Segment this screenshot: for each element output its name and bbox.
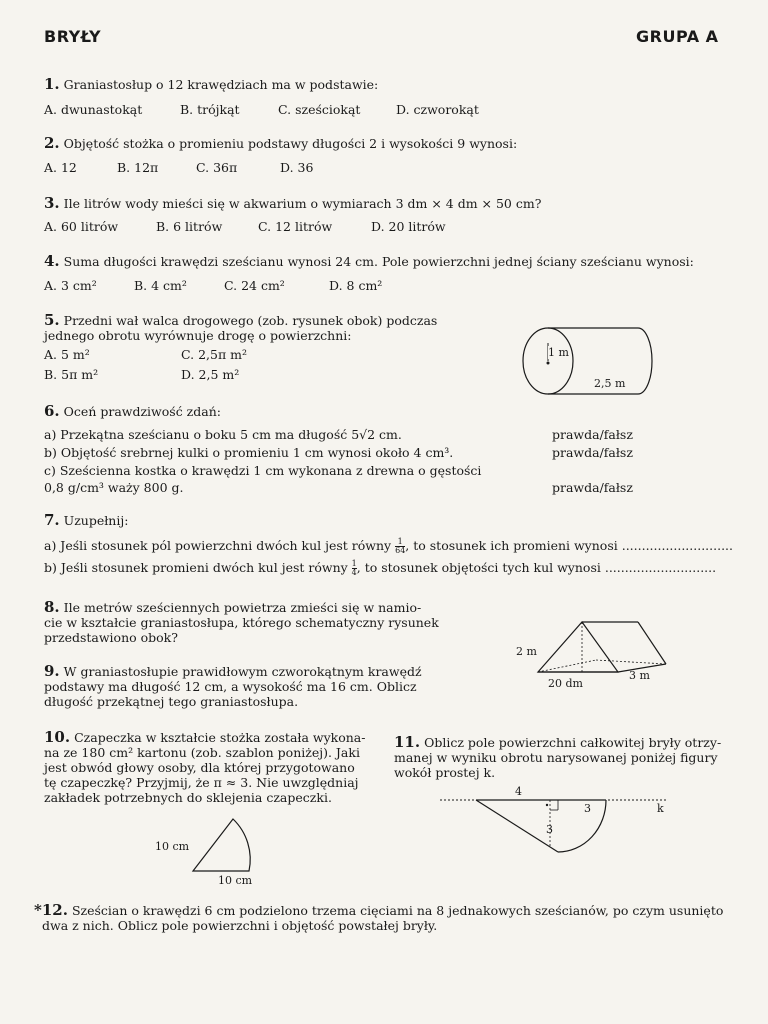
question-number: *12.: [34, 901, 68, 919]
q3-option-d: D. 20 litrów: [371, 219, 446, 234]
q6-b-truefalse: prawda/fałsz: [552, 445, 633, 460]
tent-length-label: 3 m: [629, 669, 650, 682]
question-text: Uzupełnij:: [63, 513, 129, 528]
q5-option-b: B. 5π m²: [44, 367, 99, 382]
question-text: jednego obrotu wyrównuje drogę o powierzchni:: [44, 328, 352, 343]
cone-template-figure: [185, 815, 265, 877]
q6-c-truefalse: prawda/fałsz: [552, 480, 633, 495]
question-text: Ile metrów sześciennych powietrza zmieści się w namio-: [63, 600, 422, 615]
question-text: długość przekątnej tego graniastosłupa.: [44, 694, 299, 709]
page-title: BRYŁY: [44, 27, 102, 46]
question-4: [44, 254, 694, 269]
q7-b-text-end: , to stosunek objętości tych kul wynosi: [356, 560, 601, 575]
q5-option-a: A. 5 m²: [44, 347, 90, 362]
figure-radius-label: 3: [584, 802, 591, 815]
q6-statement-a: a) Przekątna sześcianu o boku 5 cm ma długość 5√2 cm.: [44, 427, 402, 442]
question-number: 7.: [44, 511, 60, 529]
q7-b-text: b) Jeśli stosunek promieni dwóch kul jest równy: [44, 560, 348, 575]
roller-length-label: 2,5 m: [594, 377, 626, 390]
q6-a-truefalse: prawda/fałsz: [552, 427, 633, 442]
question-text: W graniastosłupie prawidłowym czworokątnym krawędź: [63, 664, 422, 679]
q6-statement-b: b) Objętość srebrnej kulki o promieniu 1 cm wynosi około 4 cm³.: [44, 445, 454, 460]
fraction-denominator: 64: [395, 546, 406, 555]
q7-a-text-end: , to stosunek ich promieni wynosi: [405, 538, 618, 553]
q2-option-a: A. 12: [44, 160, 77, 175]
question-text: dwa z nich. Oblicz pole powierzchni i objętość powstałej bryły.: [42, 918, 438, 933]
q4-option-b: B. 4 cm²: [134, 278, 187, 293]
question-text: tę czapeczkę? Przyjmij, że π ≈ 3. Nie uwzględniaj: [44, 775, 359, 790]
question-number: 11.: [394, 733, 421, 751]
answer-blank[interactable]: ............................: [621, 538, 733, 553]
q7-statement-b: [44, 560, 716, 577]
q1-option-c: C. sześciokąt: [278, 102, 361, 117]
q5-option-c: C. 2,5π m²: [181, 347, 247, 362]
question-text: Sześcian o krawędzi 6 cm podzielono trzema cięciami na 8 jednakowych sześcianów, po czym usunięto: [71, 903, 724, 918]
question-text: przedstawiono obok?: [44, 630, 178, 645]
question-8: [44, 600, 439, 645]
question-7: [44, 513, 128, 528]
question-text: Graniastosłup o 12 krawędziach ma w podstawie:: [63, 77, 379, 92]
roller-radius-label: 1 m: [548, 346, 569, 359]
question-3: [44, 196, 541, 211]
template-base-label: 10 cm: [218, 874, 253, 887]
q1-option-d: D. czworokąt: [396, 102, 479, 117]
question-text: manej w wyniku obrotu narysowanej poniżej figury: [394, 750, 718, 765]
fraction-numerator: 1: [351, 559, 357, 568]
template-radius-label: 10 cm: [155, 840, 190, 853]
question-text: Oceń prawdziwość zdań:: [63, 404, 221, 419]
question-number: 5.: [44, 311, 60, 329]
q3-option-c: C. 12 litrów: [258, 219, 333, 234]
question-text: Oblicz pole powierzchni całkowitej bryły otrzy-: [424, 735, 722, 750]
figure-height-label: 3: [546, 823, 553, 836]
question-5: [44, 313, 437, 343]
question-text: cie w kształcie graniastosłupa, którego schematyczny rysunek: [44, 615, 439, 630]
fraction-denominator: 4: [351, 568, 357, 577]
q5-option-d: D. 2,5 m²: [181, 367, 240, 382]
q2-option-c: C. 36π: [196, 160, 238, 175]
tent-height-label: 2 m: [516, 645, 537, 658]
q6-statement-c-cont: 0,8 g/cm³ waży 800 g.: [44, 480, 184, 495]
question-12: [34, 903, 723, 933]
q1-option-a: A. dwunastokąt: [44, 102, 143, 117]
question-number: 6.: [44, 402, 60, 420]
group-label: GRUPA A: [636, 27, 719, 46]
question-text: Czapeczka w kształcie stożka została wykona-: [74, 730, 366, 745]
fraction-numerator: 1: [395, 538, 405, 547]
question-number: 8.: [44, 598, 60, 616]
question-text: podstawy ma długość 12 cm, a wysokość ma 16 cm. Oblicz: [44, 679, 417, 694]
question-10: [44, 730, 374, 805]
q3-option-a: A. 60 litrów: [44, 219, 119, 234]
q4-option-d: D. 8 cm²: [329, 278, 383, 293]
question-11: [394, 735, 724, 780]
question-text: Suma długości krawędzi sześcianu wynosi 24 cm. Pole powierzchni jednej ściany sześcianu wynosi:: [63, 254, 694, 269]
fraction: [395, 538, 405, 555]
question-text: Ile litrów wody mieści się w akwarium o wymiarach 3 dm × 4 dm × 50 cm?: [63, 196, 542, 211]
question-number: 1.: [44, 75, 60, 93]
q4-option-a: A. 3 cm²: [44, 278, 97, 293]
axis-k-label: k: [657, 802, 664, 815]
question-text: na ze 180 cm² kartonu (zob. szablon poniżej). Jaki: [44, 745, 360, 760]
q4-option-c: C. 24 cm²: [224, 278, 285, 293]
tent-base-label: 20 dm: [548, 677, 583, 690]
q1-option-b: B. trójkąt: [180, 102, 240, 117]
question-text: wokół prostej k.: [394, 765, 496, 780]
question-number: 10.: [44, 728, 71, 746]
question-6: [44, 404, 221, 419]
q7-a-text: a) Jeśli stosunek pól powierzchni dwóch kul jest równy: [44, 538, 392, 553]
roller-cylinder-figure: [510, 318, 660, 400]
q7-statement-a: [44, 538, 733, 555]
question-number: 9.: [44, 662, 60, 680]
q3-option-b: B. 6 litrów: [156, 219, 223, 234]
question-text: Objętość stożka o promieniu podstawy długości 2 i wysokości 9 wynosi:: [63, 136, 518, 151]
q2-option-d: D. 36: [280, 160, 314, 175]
question-9: [44, 664, 422, 709]
question-number: 4.: [44, 252, 60, 270]
question-number: 2.: [44, 134, 60, 152]
question-text: zakładek potrzebnych do sklejenia czapeczki.: [44, 790, 332, 805]
question-2: [44, 136, 517, 151]
q2-option-b: B. 12π: [117, 160, 159, 175]
rotation-figure: [440, 790, 670, 860]
question-number: 3.: [44, 194, 60, 212]
question-1: [44, 77, 378, 92]
q6-statement-c: c) Sześcienna kostka o krawędzi 1 cm wykonana z drewna o gęstości: [44, 463, 482, 478]
question-text: jest obwód głowy osoby, dla której przygotowano: [44, 760, 355, 775]
question-text: Przedni wał walca drogowego (zob. rysunek obok) podczas: [63, 313, 438, 328]
answer-blank[interactable]: ............................: [604, 560, 717, 575]
figure-top-label: 4: [515, 785, 522, 798]
